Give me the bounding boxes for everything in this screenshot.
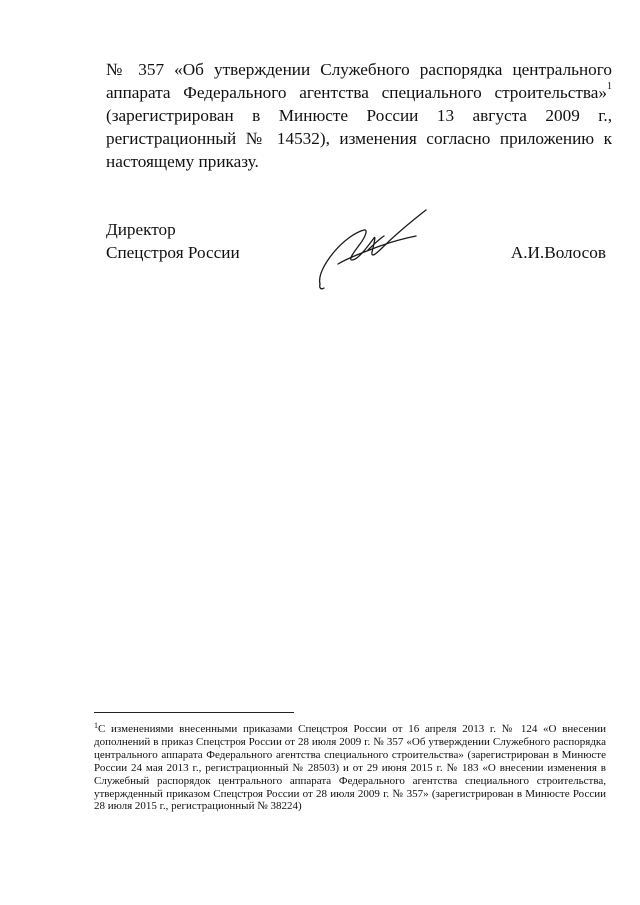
footnote-divider [94,712,294,713]
body-line: настоящему приказу. [106,152,259,171]
handwritten-signature [308,206,438,296]
footnote-reference: 1 [607,81,612,92]
footnote-line: дополнений в приказ Спецстроя России от 28 июля 2009 г. № 357 «Об утверждении Служебного распорядка [94,735,606,748]
body-line: аппарата Федерального агентства специального строительства» [106,83,607,102]
signatory-position: Директор [106,220,176,239]
body-line-with-footnote [106,81,612,104]
footnote-line: Служебный распорядок центрального аппарата Федерального агентства специального строительства, [94,774,606,787]
footnote-line: утвержденный приказом Спецстроя России от 28 июля 2009 г. № 357» (зарегистрирован в Минюсте России [94,787,606,800]
body-line: № 357 «Об утверждении Служебного распорядка центрального [106,60,612,79]
body-line: регистрационный № 14532), изменения согласно приложению к [106,129,612,148]
footnote-line: 28 июля 2015 г., регистрационный № 38224) [94,800,302,813]
footnote [94,723,606,813]
body-line: (зарегистрирован в Минюсте России 13 августа 2009 г., [106,106,612,125]
signatory-organization: Спецстроя России [106,243,240,262]
main-paragraph [106,58,612,173]
footnote-line: России 24 мая 2013 г., регистрационный № 28503) и от 29 июня 2015 г. № 183 «О внесении изменения в [94,761,606,774]
footnote-line-with-marker [94,723,606,736]
footnote-marker: 1 [94,721,98,730]
footnote-line: С изменениями внесенными приказами Спецстроя России от 16 апреля 2013 г. № 124 «О внесении [98,723,606,735]
footnote-line: центрального аппарата Федерального агентства специального строительства» (зарегистрирован в Минюсте [94,748,606,761]
signatory-name: А.И.Волосов [510,243,606,262]
signatory-title [106,218,240,264]
